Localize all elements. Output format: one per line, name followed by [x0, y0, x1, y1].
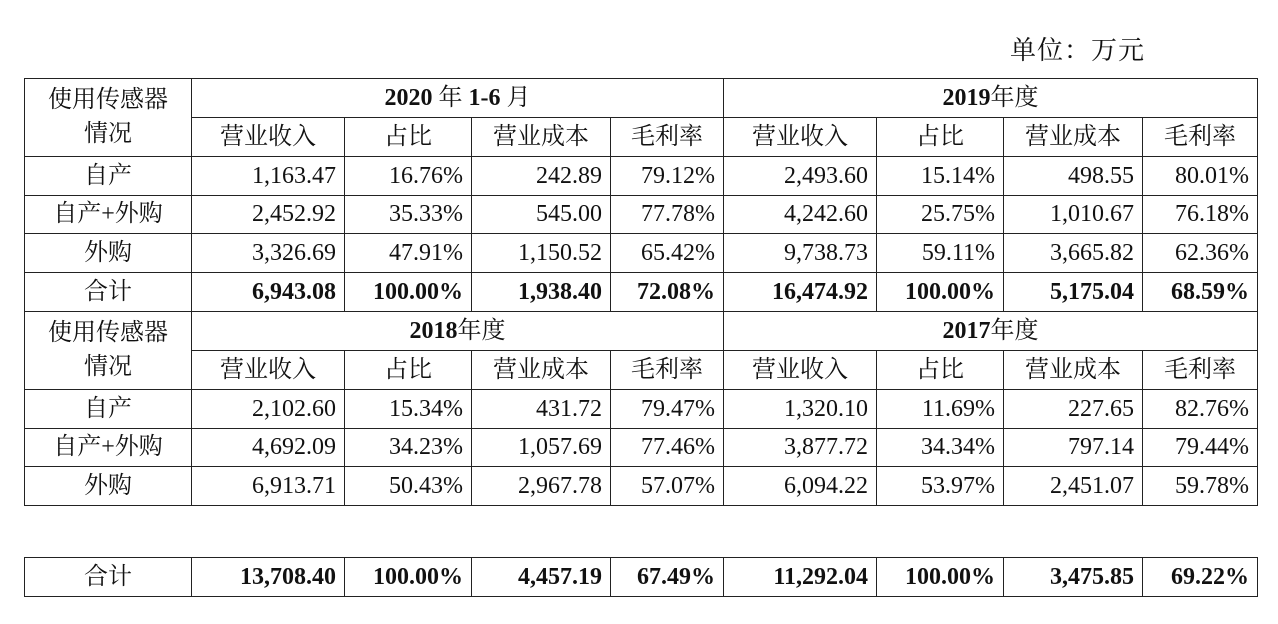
- row-label: 合计: [25, 273, 192, 312]
- cell: 242.89: [472, 156, 611, 195]
- cell: 100.00%: [345, 558, 472, 597]
- row-label: 合计: [25, 558, 192, 597]
- row-header-cell: [25, 311, 192, 389]
- cell: 79.47%: [611, 389, 724, 428]
- cell: 4,457.19: [472, 558, 611, 597]
- period-suffix: 年度: [457, 317, 506, 344]
- cell: 15.14%: [877, 156, 1004, 195]
- row-header-line-2: 情况: [84, 354, 132, 381]
- total-table: [24, 557, 1258, 597]
- total-row: [25, 273, 1258, 312]
- cell: 57.07%: [611, 467, 724, 506]
- cell: 6,094.22: [724, 467, 877, 506]
- cell: 62.36%: [1143, 234, 1258, 273]
- cell: 1,057.69: [472, 428, 611, 467]
- row-label: 外购: [25, 467, 192, 506]
- row-label: 自产+外购: [25, 428, 192, 467]
- row-header-line-1: 使用传感器: [48, 87, 168, 114]
- cell: 69.22%: [1143, 558, 1258, 597]
- row-label: 自产: [25, 389, 192, 428]
- cell: 77.78%: [611, 195, 724, 234]
- period-year: 2017: [942, 317, 991, 344]
- cell: 50.43%: [345, 467, 472, 506]
- cell: 68.59%: [1143, 273, 1258, 312]
- table-row: [25, 389, 1258, 428]
- cell: 2,451.07: [1004, 467, 1143, 506]
- period-2020-h1: [192, 79, 724, 118]
- period-2017: [724, 311, 1258, 350]
- table-row: [25, 428, 1258, 467]
- cell: 4,242.60: [724, 195, 877, 234]
- total-row: [25, 558, 1258, 597]
- cell: 100.00%: [877, 558, 1004, 597]
- col-header: 营业收入: [724, 118, 877, 157]
- cell: 80.01%: [1143, 156, 1258, 195]
- cell: 25.75%: [877, 195, 1004, 234]
- cell: 3,877.72: [724, 428, 877, 467]
- row-header-line-2: 情况: [84, 121, 132, 148]
- cell: 1,150.52: [472, 234, 611, 273]
- cell: 1,010.67: [1004, 195, 1143, 234]
- cell: 1,163.47: [192, 156, 345, 195]
- period-suffix: 年: [438, 85, 463, 111]
- col-header: 占比: [345, 350, 472, 389]
- row-header-cell: [25, 79, 192, 157]
- cell: 498.55: [1004, 156, 1143, 195]
- table-row: [25, 156, 1258, 195]
- column-header-row: [25, 118, 1258, 157]
- period-2018: [192, 311, 724, 350]
- table-row: [25, 195, 1258, 234]
- period-year: 2018: [409, 317, 458, 344]
- cell: 65.42%: [611, 234, 724, 273]
- period-month: 月: [506, 85, 531, 111]
- cell: 59.11%: [877, 234, 1004, 273]
- column-header-row: [25, 350, 1258, 389]
- cell: 3,475.85: [1004, 558, 1143, 597]
- cell: 227.65: [1004, 389, 1143, 428]
- cell: 3,665.82: [1004, 234, 1143, 273]
- cell: 2,102.60: [192, 389, 345, 428]
- cell: 2,493.60: [724, 156, 877, 195]
- sensor-revenue-table: [24, 78, 1258, 506]
- cell: 11,292.04: [724, 558, 877, 597]
- row-label: 自产: [25, 156, 192, 195]
- cell: 5,175.04: [1004, 273, 1143, 312]
- cell: 34.34%: [877, 428, 1004, 467]
- row-label: 外购: [25, 234, 192, 273]
- table-row: [25, 467, 1258, 506]
- col-header: 营业成本: [1004, 118, 1143, 157]
- col-header: 毛利率: [611, 350, 724, 389]
- cell: 53.97%: [877, 467, 1004, 506]
- col-header: 毛利率: [1143, 350, 1258, 389]
- col-header: 营业收入: [724, 350, 877, 389]
- col-header: 营业成本: [1004, 350, 1143, 389]
- col-header: 营业收入: [192, 118, 345, 157]
- col-header: 占比: [345, 118, 472, 157]
- period-header-row: [25, 79, 1258, 118]
- cell: 35.33%: [345, 195, 472, 234]
- col-header: 营业成本: [472, 350, 611, 389]
- cell: 11.69%: [877, 389, 1004, 428]
- cell: 100.00%: [877, 273, 1004, 312]
- period-suffix: 年度: [990, 317, 1039, 344]
- cell: 77.46%: [611, 428, 724, 467]
- cell: 34.23%: [345, 428, 472, 467]
- cell: 4,692.09: [192, 428, 345, 467]
- table-row: [25, 234, 1258, 273]
- cell: 59.78%: [1143, 467, 1258, 506]
- col-header: 占比: [877, 350, 1004, 389]
- cell: 6,913.71: [192, 467, 345, 506]
- period-year: 2019: [942, 85, 991, 111]
- period-year: 2020: [384, 85, 433, 111]
- unit-label: 单位：万元: [1010, 36, 1146, 65]
- col-header: 占比: [877, 118, 1004, 157]
- period-2019: [724, 79, 1258, 118]
- cell: 100.00%: [345, 273, 472, 312]
- cell: 79.44%: [1143, 428, 1258, 467]
- row-label: 自产+外购: [25, 195, 192, 234]
- period-suffix: 年度: [990, 85, 1039, 111]
- cell: 15.34%: [345, 389, 472, 428]
- cell: 2,452.92: [192, 195, 345, 234]
- col-header: 毛利率: [1143, 118, 1258, 157]
- cell: 79.12%: [611, 156, 724, 195]
- cell: 16.76%: [345, 156, 472, 195]
- cell: 82.76%: [1143, 389, 1258, 428]
- cell: 1,320.10: [724, 389, 877, 428]
- cell: 72.08%: [611, 273, 724, 312]
- cell: 797.14: [1004, 428, 1143, 467]
- row-header-line-1: 使用传感器: [48, 320, 168, 347]
- period-range: 1-6: [468, 85, 501, 111]
- cell: 76.18%: [1143, 195, 1258, 234]
- col-header: 营业成本: [472, 118, 611, 157]
- cell: 1,938.40: [472, 273, 611, 312]
- cell: 13,708.40: [192, 558, 345, 597]
- cell: 545.00: [472, 195, 611, 234]
- cell: 431.72: [472, 389, 611, 428]
- cell: 3,326.69: [192, 234, 345, 273]
- col-header: 毛利率: [611, 118, 724, 157]
- cell: 16,474.92: [724, 273, 877, 312]
- cell: 9,738.73: [724, 234, 877, 273]
- cell: 47.91%: [345, 234, 472, 273]
- cell: 6,943.08: [192, 273, 345, 312]
- col-header: 营业收入: [192, 350, 345, 389]
- cell: 2,967.78: [472, 467, 611, 506]
- cell: 67.49%: [611, 558, 724, 597]
- period-header-row: [25, 311, 1258, 350]
